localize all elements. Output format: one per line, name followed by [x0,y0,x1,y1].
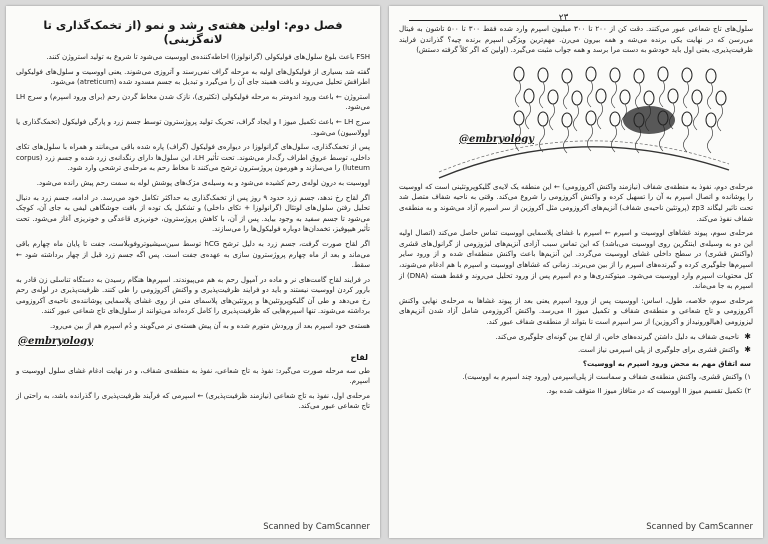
sperm-head [682,68,692,82]
figure-watermark: @embryology [459,133,534,145]
zona-pellucida [439,141,729,172]
sperm-tail [707,83,712,109]
paragraph: استروژن ← باعث ورود اندومتر به مرحله فولیکولی (تکثیری)، نازک شدن مخاط گردن رحم (برای ورود اسپرم) و سرج LH می‌شود. [16,91,370,112]
sperm-tail [515,81,520,107]
right-page [389,6,763,538]
sperm-head [562,113,572,127]
sperm-head [586,67,596,81]
sperm-tail [693,104,698,130]
paragraph: طی سه مرحله صورت می‌گیرد: نفوذ به تاج شعاعی، نفوذ به منطقه‌ی شفاف، و در نهایت ادغام غشای سلول اووسیت و اسپرم. [16,365,370,386]
bullet-item [401,345,751,356]
sperm-head [610,68,620,82]
left-page [6,6,380,538]
page-number: ۲۳ [558,12,570,24]
left-body [6,52,380,332]
sperm-head [572,91,582,105]
sperm-head [538,112,548,126]
question: سه اتفاق مهم به محض ورود اسپرم به اووسیت؟ [582,358,751,368]
scanner-footer: Scanned by CamScanner [263,522,370,532]
paragraph: مرحله‌ی سوم، پیوند غشاهای اووسیت و اسپرم ← اسپرم با غشای پلاسمایی اووسیت تماس حاصل می‌کند (اتصال اولیه این دو به وسیله‌ی اینتگرین روی اووسیت می‌باشد) که این تماس سبب آزادی آنزیم‌های لیزوزومی از گرانول‌های قشری (واکنش قشری) در سطح داخلی غشای اووسیت می‌گردد. این آنزیم‌ها باعث واکنش منطقه‌ای شده و از ورود سایر اسپرم‌ها جلوگیری کرده و گیرنده‌های اسپرم را از بین می‌برند. زمانی که غشاهای اووسیت و اسپرم با هم ادغام می‌شوند، کل محتویات اسپرم وارد اووسیت می‌شود. میتوکندری‌ها و دم اسپرم پس از ورود تحلیل می‌روند و فقط هسته (DNA) از اسپرم به جا می‌ماند. [399,228,753,291]
sperm-tail [597,103,602,129]
sperm-tail [573,105,578,131]
sperm-tail [539,82,544,108]
numbered-item: ۲) تکمیل تقسیم میوز II اووسیت که در متافاز میوز II متوقف شده بود. [546,385,751,395]
sperm-tail [683,82,688,108]
sperm-tail [563,127,568,153]
sperm-head [596,89,606,103]
channel-watermark: @embryology [18,335,93,347]
sperm-head [706,69,716,83]
sperm-head [668,89,678,103]
sperm-tail [659,81,664,107]
sperm-head [620,90,630,104]
sperm-head [524,89,534,103]
header-rule [409,20,747,21]
paragraph: مرحله‌ی دوم، نفوذ به منطقه‌ی شفاف (نیازمند واکنش آکروزومی) ← این منطقه یک لایه‌ی گلیکوپروتئینی است که اووسیت را پوشانده و اتصال اسپرم به آن را تسهیل کرده و واکنش آکروزومی را شروع می‌کند. وقتی به ناحیه شفاف متصل شد تحت تاثیر لیگاند zp3 (پروتئین ناحیه‌ی شفاف) آنزیم‌های آکروزومی مثل آکروزین از سر اسپرم آزاد می‌شوند و به منطقه‌ی شفاف نفوذ می‌کند. [399,181,753,223]
sperm-tail [717,105,722,131]
sperm-head [514,111,524,125]
bullet-item [401,332,751,343]
sperm-tail [539,126,544,152]
sperm-head [706,113,716,127]
star-icon: ✱ [744,331,751,341]
paragraph: مرحله‌ی اول، نفوذ به تاج شعاعی (نیازمند ظرفیت‌پذیری) ← اسپرمی که فرآیند ظرفیت‌پذیری را گذرانده باشد، به راحتی از تاج شعاعی عبور می‌کند. [16,390,370,411]
sperm-tail [525,103,530,129]
sperm-tail [635,83,640,109]
paragraph: FSH باعث بلوغ سلول‌های فولیکولی (گرانولوزا) احاطه‌کننده‌ی اووسیت می‌شود تا شروع به تولید استروژن کنند. [46,52,370,61]
paragraph: سرج LH ← باعث تکمیل میوز I و ایجاد گراف، تحریک تولید پروژسترون توسط جسم زرد و پارگی فولیکول (تخمک‌گذاری یا اوولاسیون) می‌شود. [16,116,370,137]
paragraph: اگر لقاح رخ ندهد، جسم زرد حدود ۹ روز پس از تخمک‌گذاری به حداکثر تکامل خود می‌رسد. در ادامه، جسم زرد به دنبال تحلیل رفتن سلول‌های لوتئال (گرانولوزا + تکای داخلی) و تشکیل یک توده از بافت جوشگاهی لیفی به جای آن، کوچک می‌شود تا جسم سفید به وجود بیاید. پس از آن، با کاهش پروژسترون، خونریزی قاعدگی و خونریزی آغاز می‌شود. تحت تأثیر هیپوفیز، تخمدان‌ها دوباره فولیکول‌ها را می‌سازند. [16,192,370,234]
paragraph: هسته‌ی خود اسپرم بعد از ورودش متورم شده و به آن پیش هسته‌ی نر می‌گویند و دُم اسپرم هم از بین می‌رود. [49,321,370,331]
sperm-tail [611,82,616,108]
bullet-text: ناحیه‌ی شفاف به دلیل داشتن گیرنده‌های خاص، از لقاح بین گونه‌ای جلوگیری می‌کند. [495,331,739,341]
sperm-head [514,67,524,81]
sperm-head [682,112,692,126]
bullet-text: واکنش قشری برای جلوگیری از پلی اسپرمی نیاز است. [577,345,739,355]
sperm-tail [549,104,554,130]
section-heading: لقاح [350,352,368,362]
sperm-figure [399,60,753,180]
paragraph: مرحله‌ی سوم، خلاصه، طول، اساس: اووسیت پس از ورود اسپرم یعنی بعد از پیوند غشاها به مرحله‌ی نهایی واکنش آکروزومی و تاج شعاعی و منطقه‌ی شفاف و تکمیل میوز II می‌رسد. واکنش آکروزومی شامل آزاد شدن آنزیم‌های لیزوزومی (هیالورونیداز و آکروزین) از سر اسپرم است تا بتواند از منطقه‌ی شفاف عبور کند. [399,295,753,326]
chapter-title: فصل دوم: اولین هفته‌ی رشد و نمو (از تخمک‌گذاری تا لانه‌گزینی) [43,18,343,46]
sperm-illustration [399,60,753,180]
sperm-head [548,90,558,104]
sperm-head [562,69,572,83]
sperm-head [538,68,548,82]
intro-paragraph: سلول‌های تاج شعاعی عبور می‌کنند. دقت کن از ۲۰۰ تا ۳۰۰ میلیون اسپرم وارد شده فقط ۳۰۰ تا ۵۰۰ تاشون به فیتال می‌رسن که در نهایت یکی برنده می‌شه و همه بیرون می‌رن. مهم‌ترین ویژگی اسپرم برنده چیه؟ گذراندن فرایند ظرفیت‌پذیری، یعنی اول باید خودشو به دست مرا برسد و همه جواب مثبت می‌گیرد. (اولین که اگر کلاً گرفته دستش) [399,24,753,55]
star-icon: ✱ [744,345,751,355]
sperm-head [634,69,644,83]
sperm-head [644,91,654,105]
paragraph: اووسیت به درون لوله‌ی رحم کشیده می‌شود و به وسیله‌ی مژک‌های پوشش لوله به سمت رحم پیش رانده می‌شود. [36,177,370,187]
sperm-head [658,67,668,81]
sperm-tail [587,81,592,107]
paragraph: پس از تخمک‌گذاری، سلول‌های گرانولوزا در دیواره‌ی فولیکول (گراف) پاره شده باقی می‌مانند و همراه با سلول‌های تکای داخلی، توسط عروق اطراف رگ‌دار می‌شوند. تحت تأثیر LH، این سلول‌ها دارای رنگدانه‌ی زرد شده و جسم زرد (corpus luteum) را می‌سازند و هورمون پروژسترون ترشح می‌کنند تا مخاط رحم به مرحله‌ی ترشحی وارد شود. [16,142,370,173]
sperm-tail [563,83,568,109]
sperm-tail [683,126,688,152]
paragraph: در فرایند لقاح گامت‌های نر و ماده در آمپول رحم به هم می‌پیوندند. اسپرم‌ها هنگام رسیدن به دستگاه تناسلی زن قادر به بارور کردن اووسیت نیستند و باید دو فرایند ظرفیت‌پذیری و واکنش آکروزومی را طی کنند. ظرفیت‌پذیری در لوله‌ی رحم رخ می‌دهد و طی آن گلیکوپروتئین‌ها و پروتئین‌های پلاسمای منی از روی غشای پلاسمایی پوشاننده‌ی ناحیه‌ی آکروزومی برداشته می‌شوند. تنها اسپرم‌هایی که ظرفیت‌پذیری را کامل کرده‌اند می‌توانند از سلول‌های تاج شعاعی عبور کنند. [16,274,370,316]
paragraph: اگر لقاح صورت گرفت، جسم زرد به دلیل ترشح hCG توسط سین‌سیشیوتروفوبلاست، جفت تا پایان ماه چهارم باقی می‌ماند و بعد از ماه چهارم پروژسترون سازی به عهده‌ی جفت است. پس اگه جسم زرد قبل از چهار برداشته شود ← سقط. [16,238,370,270]
scanner-footer: Scanned by CamScanner [646,522,753,532]
sperm-head [692,90,702,104]
sperm-tail [707,127,712,153]
sperm-head [586,111,596,125]
numbered-item: ۱) واکنش قشری، واکنش منطقه‌ی شفاف و سماست از پلی‌اسپرمی (ورود چند اسپرم به اووسیت). [462,372,751,382]
sperm-head [610,112,620,126]
sperm-head [716,91,726,105]
penetrating-cluster [623,106,675,134]
paragraph: گفته شد بسیاری از فولیکول‌های اولیه به مرحله گراف نمی‌رسند و آتروزی می‌شوند. یعنی اووسیت و سلول‌های فولیکولی اطرافش تحلیل می‌روند و بافت همبند جای آن را می‌گیرد و تبدیل به جسم مسدود شده (atreticum) می‌شود. [16,66,370,87]
